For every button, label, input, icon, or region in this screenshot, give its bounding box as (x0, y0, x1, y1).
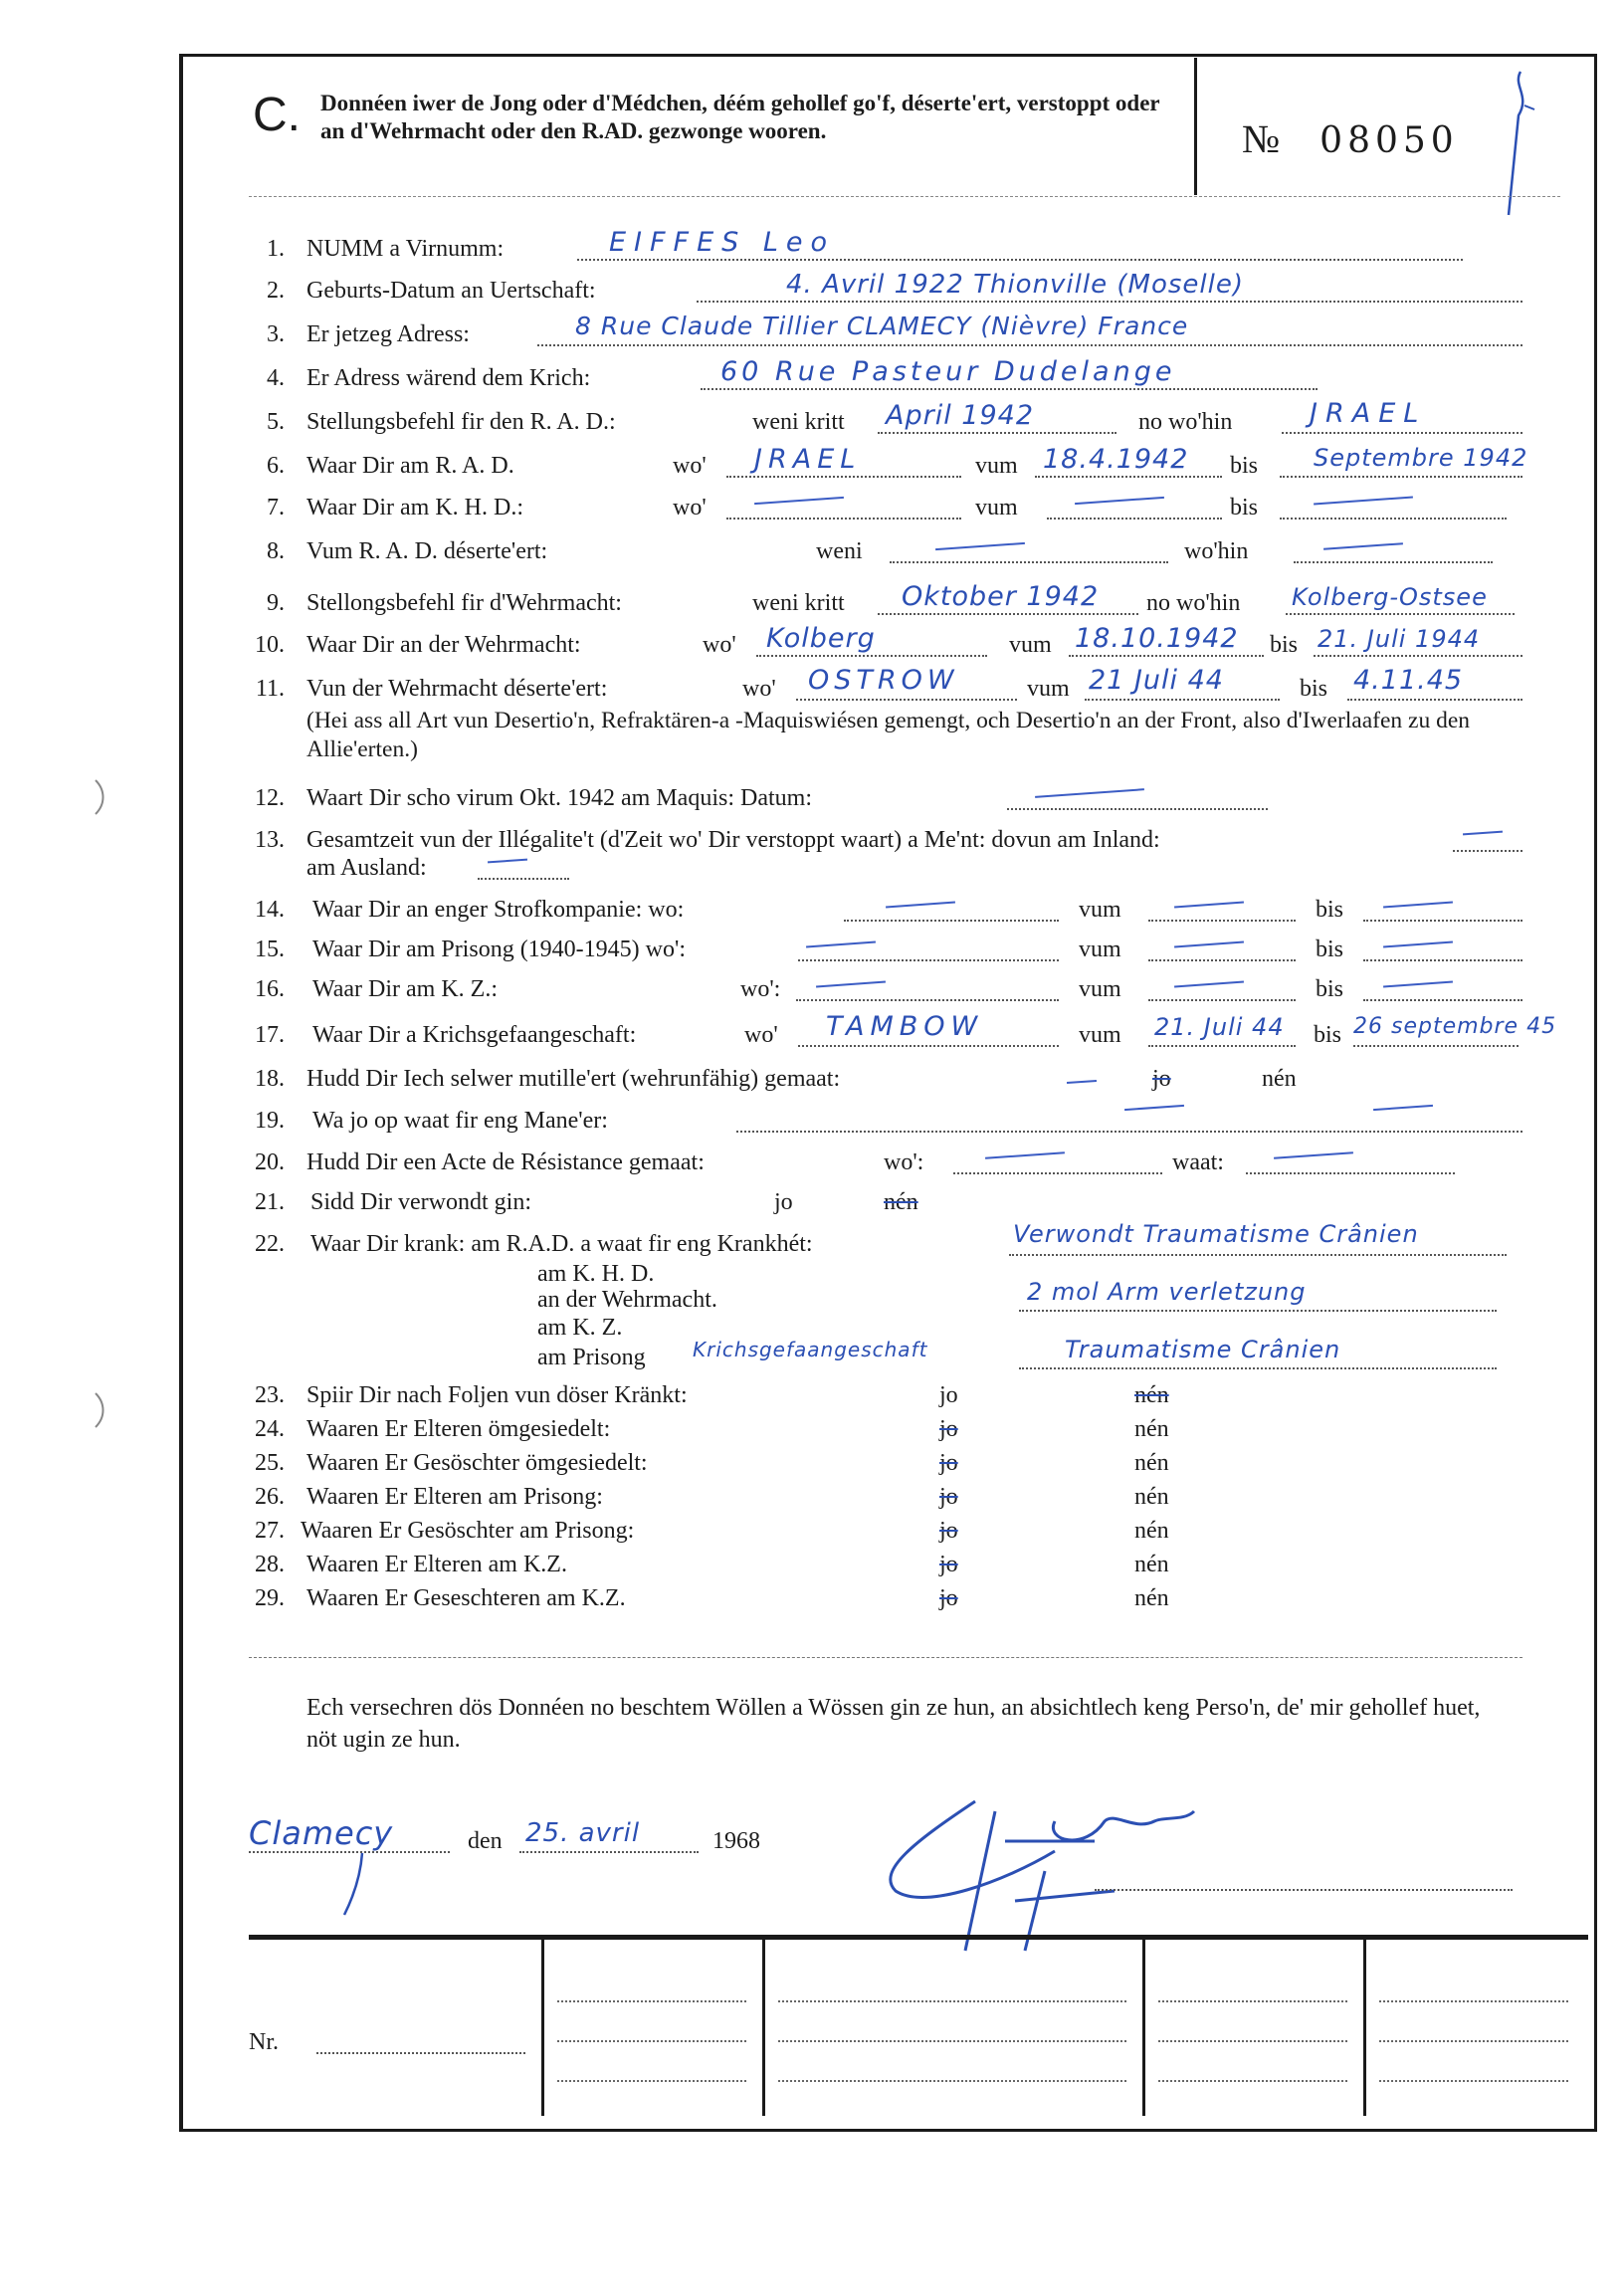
answer-illness-wehrmacht: 2 mol Arm verletzung (1027, 1278, 1307, 1306)
item-11-note: (Hei ass all Art vun Desertio'n, Refraktären-a -Maquiswiésen gemengt, och Desertio'n an der Front, also d'Iwerlaafen zu den Allie'erten.) (306, 708, 1471, 762)
section-title: Donnéen iwer de Jong oder d'Médchen, déém gehollef go'f, déserte'ert, verstoppt oder an d'Wehrmacht oder den R.AD. gezwonge wooren. (320, 91, 1160, 143)
footer-rule (249, 1935, 1588, 1940)
answer-wehrmacht-order-place: Kolberg-Ostsee (1292, 583, 1488, 611)
answer-name: EIFFES Leo (609, 227, 836, 258)
answer-rad-from: 18.4.1942 (1043, 444, 1189, 475)
answer-illness-rad: Verwondt Traumatisme Crânien (1013, 1220, 1419, 1248)
header-rule (249, 196, 1560, 198)
answer-wehrmacht-place: Kolberg (766, 623, 876, 654)
footer-column-divider (1142, 1937, 1145, 2116)
signature-date: 25. avril (525, 1818, 641, 1848)
signature-line (1095, 1889, 1513, 1891)
punch-mark-icon (92, 1389, 111, 1429)
footer-column-divider (762, 1937, 765, 2116)
answer-wehrmacht-from: 18.10.1942 (1075, 623, 1239, 654)
declaration-text: Ech versechren dös Donnéen no beschtem Wöllen a Wössen gin ze hun, an absichtlech keng Perso'n, de' mir gehollef huet, nöt ugin ze hun. (306, 1695, 1481, 1753)
handwritten-mark-icon (1503, 66, 1542, 225)
number-sign: № (1242, 116, 1281, 161)
answer-wehrmacht-order-date: Oktober 1942 (902, 581, 1100, 612)
answer-wehrmacht-to: 21. Juli 1944 (1318, 625, 1481, 653)
answer-rad-to: Septembre 1942 (1314, 444, 1528, 472)
footer-column-divider (1363, 1937, 1366, 2116)
signature-place: Clamecy (249, 1814, 394, 1852)
answer-rad-order-place: JRAEL (1310, 398, 1427, 429)
answer-desertion-to: 4.11.45 (1353, 665, 1464, 696)
answer-rad-place: JRAEL (754, 444, 862, 475)
footer-column-divider (541, 1937, 544, 2116)
answer-illness-prisong-note: Krichsgefaangeschaft (693, 1338, 928, 1361)
answer-illness-prisong: Traumatisme Crânien (1065, 1336, 1341, 1363)
answer-rad-order-date: April 1942 (886, 400, 1035, 431)
answer-desertion-place: OSTROW (808, 665, 959, 696)
answer-address: 8 Rue Claude Tillier CLAMECY (Nièvre) France (575, 312, 1189, 340)
answer-birth: 4. Avril 1922 Thionville (Moselle) (786, 270, 1244, 300)
punch-mark-icon (92, 776, 111, 816)
answer-pow-place: TAMBOW (826, 1011, 984, 1042)
signature-icon (856, 1781, 1254, 1961)
number-value: 08050 (1320, 120, 1459, 161)
answer-pow-to: 26 septembre 45 (1353, 1014, 1557, 1039)
answer-pow-from: 21. Juli 44 (1154, 1013, 1285, 1041)
form-number (1242, 115, 1459, 162)
answer-desertion-from: 21 Juli 44 (1089, 665, 1224, 696)
section-letter: C. (253, 89, 301, 141)
header-divider (1194, 58, 1197, 195)
section-rule (249, 1657, 1522, 1658)
answer-war-address: 60 Rue Pasteur Dudelange (720, 356, 1176, 387)
place-flourish-icon (338, 1849, 378, 1919)
